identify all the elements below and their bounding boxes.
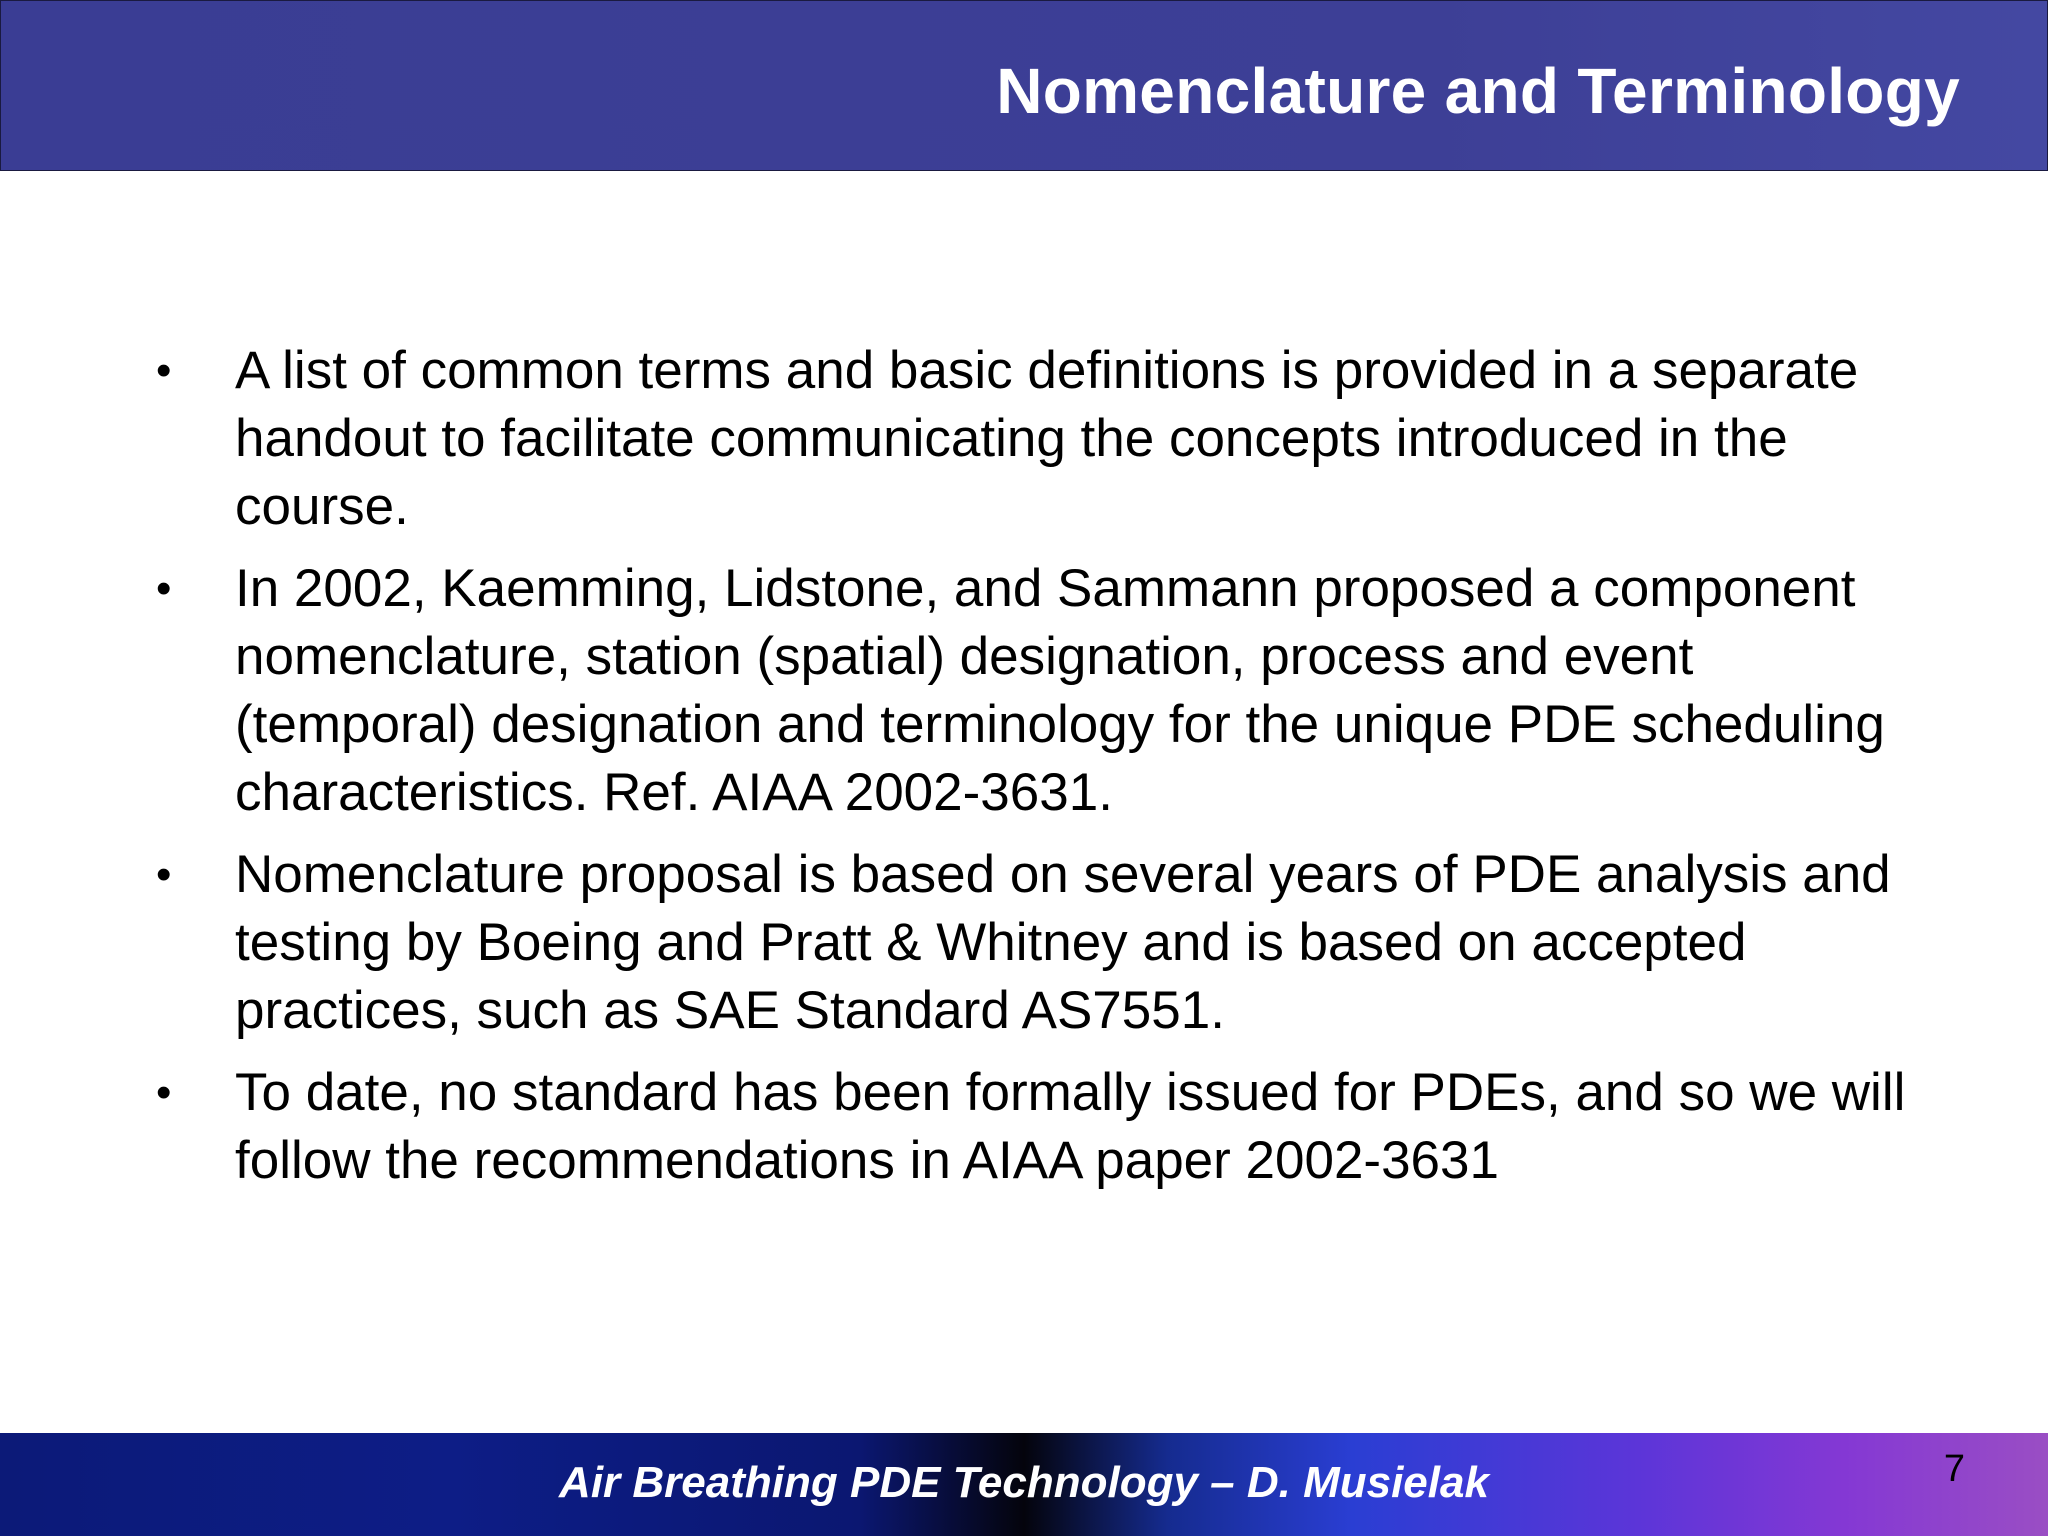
bullet-marker: • [156,1068,172,1117]
bullet-item [150,841,1930,1045]
slide-title: Nomenclature and Terminology [996,55,1960,127]
bullet-item [150,337,1930,541]
bullet-marker: • [156,564,172,613]
bullet-marker: • [156,346,172,395]
bullet-text: Nomenclature proposal is based on several years of PDE analysis and testing by Boeing and Pratt & Whitney and is based on accepted practices, such as SAE Standard AS7551. [235,845,1891,1040]
footer-bar [0,1433,2048,1536]
bullet-text: In 2002, Kaemming, Lidstone, and Sammann proposed a component nomenclature, station (spatial) designation, process and event (temporal) designation and terminology for the unique PDE scheduling characteristics. Ref. AIAA 2002-3631. [235,559,1885,822]
page-number: 7 [1943,1448,1965,1490]
bullet-list [150,337,1930,1209]
title-bar [0,0,2048,171]
bullet-text: A list of common terms and basic definitions is provided in a separate handout to facilitate communicating the concepts introduced in the course. [235,341,1859,536]
bullet-item [150,1059,1930,1195]
bullet-marker: • [156,850,172,899]
footer-title: Air Breathing PDE Technology – D. Musielak [559,1458,1489,1507]
bullet-text: To date, no standard has been formally issued for PDEs, and so we will follow the recommendations in AIAA paper 2002-3631 [235,1063,1906,1190]
bullet-item [150,555,1930,827]
